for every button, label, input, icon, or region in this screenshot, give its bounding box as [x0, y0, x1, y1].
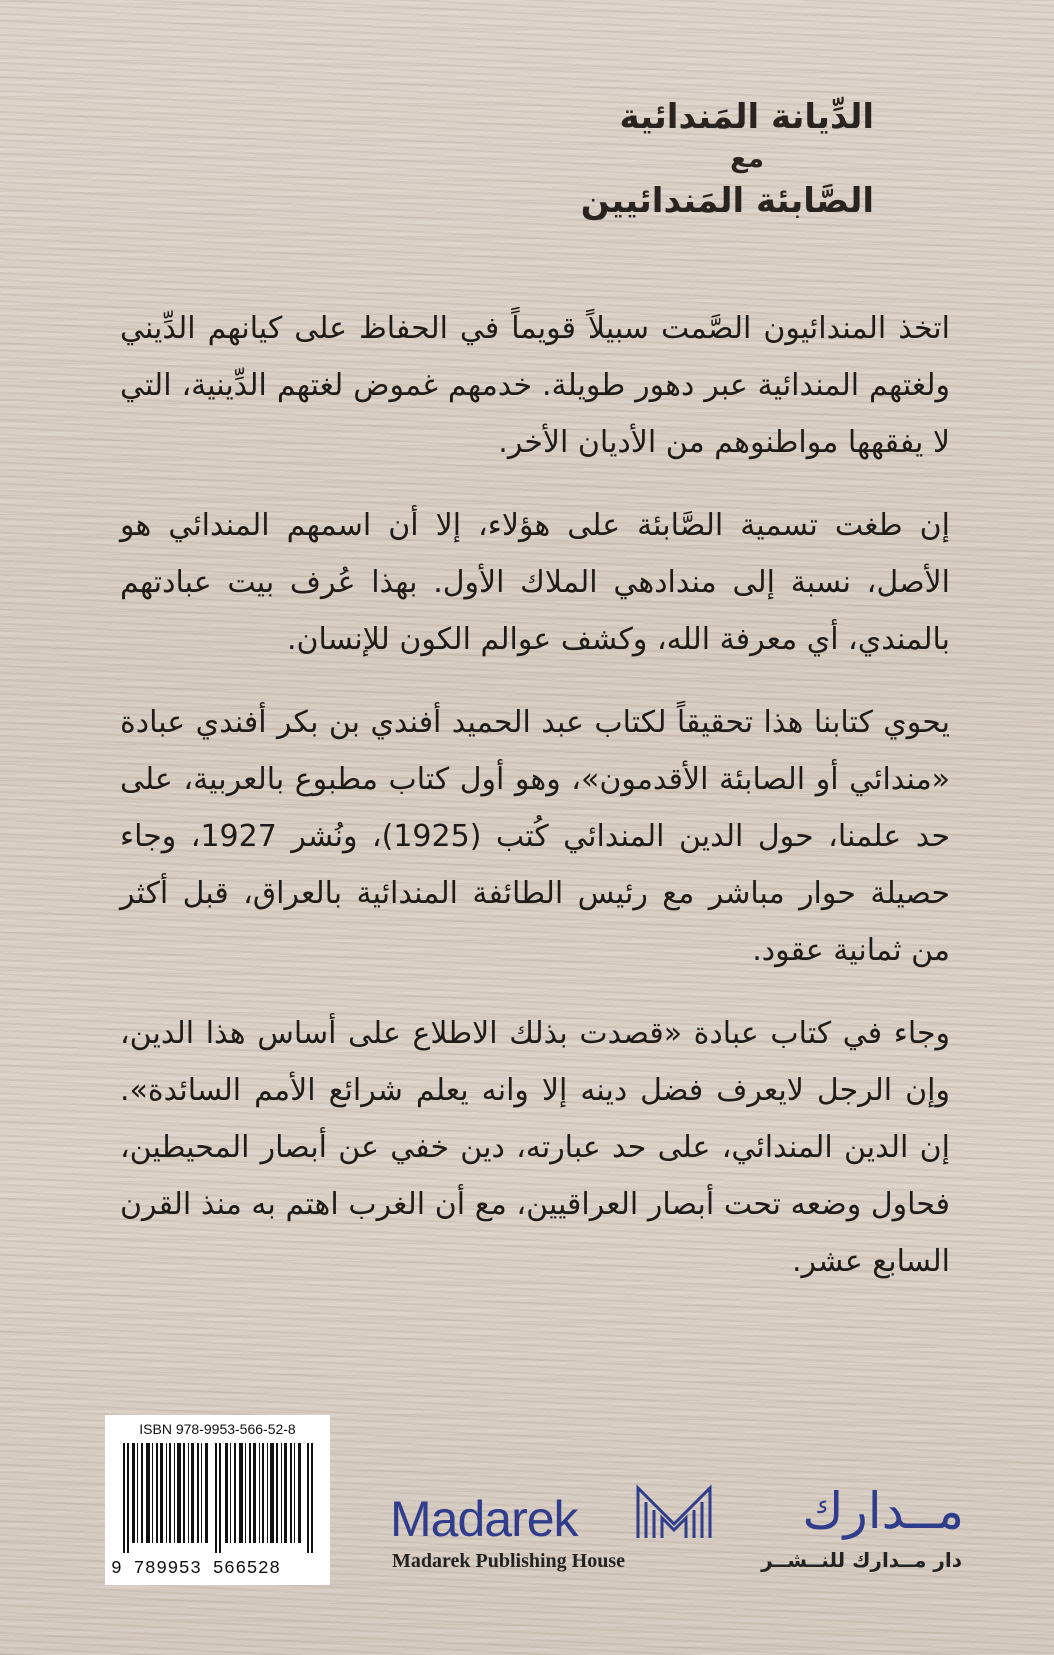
publisher-name-arabic: مــدارك	[802, 1482, 964, 1540]
title-line-1: الدِّيانة المَندائية	[619, 97, 874, 137]
title-line-2: مع	[730, 144, 764, 174]
paragraph-2: إن طغت تسمية الصَّابئة على هؤلاء، إلا أن اسمهم المندائي هو الأصل، نسبة إلى مندادهي الملاك الأول. بهذا عُرف بيت عبادتهم بالمندي، أي معرفة الله، وكشف عوالم الكون للإنسان.	[120, 508, 950, 657]
publisher-name-latin: Madarek	[390, 1491, 578, 1547]
paragraph-1: اتخذ المندائيون الصَّمت سبيلاً قويماً في الحفاظ على كيانهم الدِّيني ولغتهم المندائية عبر دهور طويلة. خدمهم غموض لغتهم الدِّينية، التي لا يفقهها مواطنوهم من الأديان الأخر.	[120, 311, 950, 460]
paragraph-4: وجاء في كتاب عبادة «قصدت بذلك الاطلاع على أساس هذا الدين، وإن الرجل لايعرف فضل دينه إلا وانه يعلم شرائع الأمم السائدة». إن الدين المندائي، على حد عبارته، دين خفي عن أبصار المحيطين، فحاول وضعه تحت أبصار العراقيين، مع أن الغرب اهتم به منذ القرن السابع عشر.	[120, 1016, 950, 1279]
title-line-3: الصَّابئة المَندائيين	[580, 181, 874, 221]
publisher-subtitle-latin: Madarek Publishing House	[392, 1550, 626, 1572]
barcode-digits: 9 789953 566528	[111, 1559, 281, 1579]
barcode-icon	[119, 1443, 319, 1553]
isbn-barcode	[105, 1415, 330, 1585]
blurb-text	[120, 300, 950, 1316]
paragraph-3: يحوي كتابنا هذا تحقيقاً لكتاب عبد الحميد أفندي بن بكر أفندي عبادة «مندائي أو الصابئة الأقدمون»، وهو أول كتاب مطبوع بالعربية، على حد علمنا، حول الدين المندائي كُتب (1925)، ونُشر 1927، وجاء حصيلة حوار مباشر مع رئيس الطائفة المندائية بالعراق، قبل أكثر من ثمانية عقود.	[120, 705, 950, 968]
publisher-logo-icon	[630, 1480, 720, 1542]
publisher-subtitle-arabic: دار مــدارك للنــشــر	[761, 1548, 962, 1572]
isbn-label: ISBN 978-9953-566-52-8	[139, 1421, 296, 1437]
book-title	[374, 95, 874, 223]
